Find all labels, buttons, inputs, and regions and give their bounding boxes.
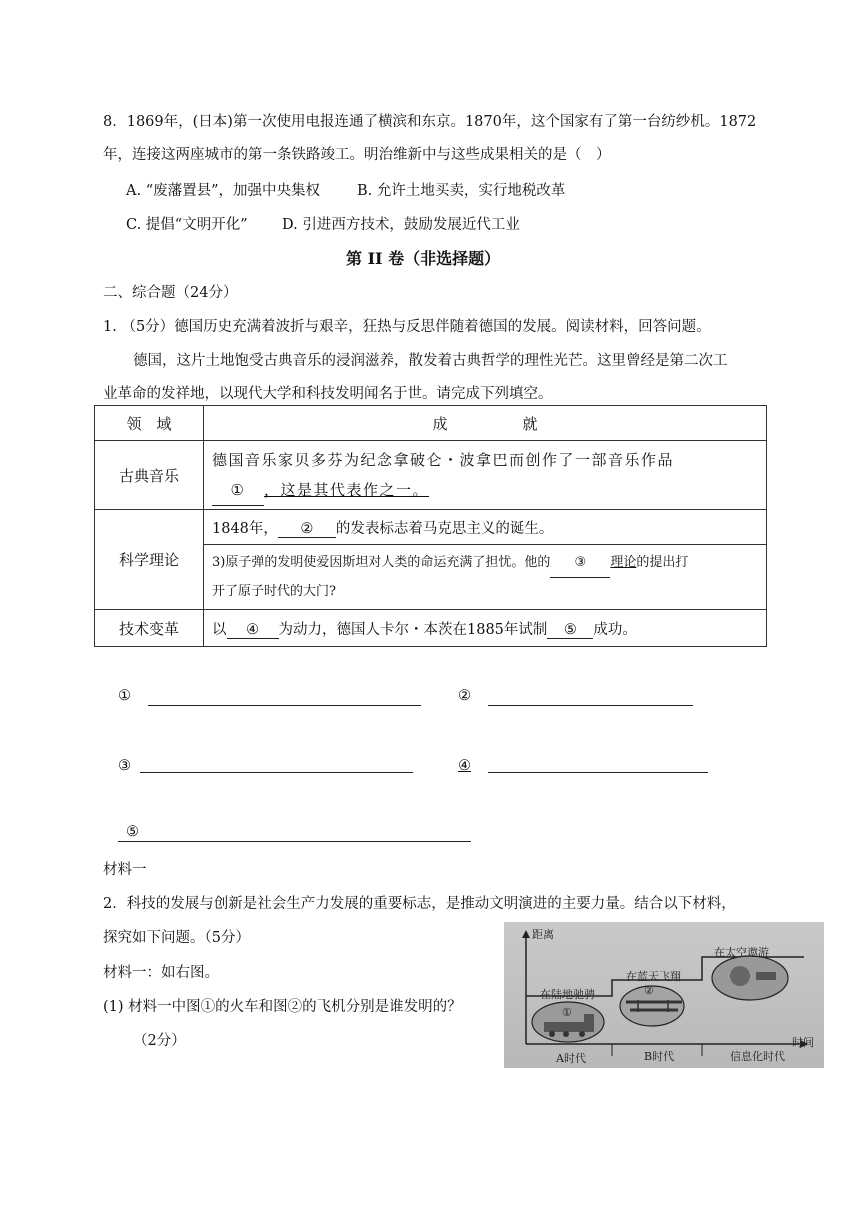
- x-axis-label: 时间: [792, 1036, 814, 1049]
- header-achievement: 成 就: [204, 406, 767, 441]
- answer-label-4: ④: [458, 758, 471, 774]
- tech-post: 成功。: [593, 621, 637, 638]
- mark-1-label: ①: [562, 1006, 572, 1019]
- header-domain: 领 域: [95, 406, 204, 441]
- science2-mid: 理论: [610, 554, 637, 570]
- answer-line-2[interactable]: [488, 705, 693, 706]
- answer-line-3[interactable]: [140, 772, 413, 773]
- science2-post: 的提出打: [636, 554, 689, 570]
- stage-2-label: 在蓝天飞翔: [626, 970, 681, 983]
- blank-3: ③: [550, 549, 610, 578]
- section-title: 第 II 卷（非选择题）: [346, 249, 501, 268]
- q1-intro-line1: 德国，这片土地饱受古典音乐的浸润滋养，散发着古典哲学的理性光芒。这里曾经是第二次工: [133, 353, 728, 369]
- era-b-label: B时代: [644, 1050, 675, 1063]
- q8-option-a: A. “废藩置县”，加强中央集权: [126, 183, 321, 199]
- tech-pre: 以: [212, 621, 227, 638]
- blank-2: ②: [278, 521, 336, 538]
- q8-stem-line2: 年，连接这两座城市的第一条铁路竣工。明治维新中与这些成果相关的是（ ）: [103, 147, 611, 163]
- music-text2: ，这是其代表作之一。: [264, 480, 430, 499]
- section-heading: 二、综合题（24分）: [103, 285, 238, 301]
- stage-1-label: 在陆地驰骋: [540, 988, 595, 1001]
- answer-label-2: ②: [458, 688, 471, 704]
- q8-option-d: D. 引进西方技术，鼓励发展近代工业: [282, 217, 520, 233]
- q8-option-b: B. 允许土地买卖，实行地税改革: [357, 183, 566, 199]
- answer-line-1[interactable]: [148, 705, 421, 706]
- answer-line-5[interactable]: [118, 841, 471, 842]
- q1-intro-line2: 业革命的发祥地，以现代大学和科技发明闻名于世。请完成下列填空。: [103, 386, 553, 402]
- row-tech: [204, 610, 767, 647]
- achievement-table: [94, 405, 767, 647]
- science2-pre: 3)原子弹的发明使爱因斯坦对人类的命运充满了担忧。他的: [212, 554, 551, 570]
- blank-1: ①: [212, 475, 264, 506]
- q1-stem: 1. （5分）德国历史充满着波折与艰辛，狂热与反思伴随着德国的发展。阅读材料，回答问题。: [103, 319, 711, 335]
- mark-2-label: ②: [644, 984, 654, 997]
- row-label-music: 古典音乐: [95, 441, 204, 510]
- answer-label-1: ①: [118, 688, 131, 704]
- q8-option-c: C. 提倡“文明开化”: [126, 217, 248, 233]
- answer-label-5: ⑤: [126, 824, 139, 840]
- q2-stem-line2: 探究如下问题。（5分）: [103, 930, 250, 946]
- row-music: [204, 441, 767, 510]
- tech-progress-figure: [504, 922, 824, 1068]
- q2-material: 材料一：如右图。: [103, 965, 219, 981]
- material-one-label: 材料一: [103, 862, 147, 878]
- q8-stem-line1: 8．1869年，(日本)第一次使用电报连通了横滨和东京。1870年，这个国家有了第一台纺纱机。1872: [103, 114, 757, 130]
- science-pre: 1848年，: [212, 520, 278, 537]
- row-label-tech: 技术变革: [95, 610, 204, 647]
- music-text: 德国音乐家贝多芬为纪念拿破仑・波拿巴而创作了一部音乐作品: [212, 450, 675, 469]
- science-post: 的发表标志着马克思主义的诞生。: [335, 520, 554, 537]
- row-label-science: 科学理论: [95, 510, 204, 610]
- tech-mid: 为动力，德国人卡尔・本茨在1885年试制: [278, 621, 548, 638]
- answer-line-4[interactable]: [488, 772, 708, 773]
- q2-sub1-points: （2分）: [133, 1033, 186, 1049]
- era-a-label: A时代: [556, 1052, 586, 1065]
- row-science-1: [204, 510, 767, 545]
- y-axis-label: 距离: [532, 928, 554, 941]
- row-science-2: [204, 545, 767, 610]
- blank-5: ⑤: [547, 622, 593, 639]
- answer-label-3: ③: [118, 758, 131, 774]
- science2-line2: 开了原子时代的大门?: [212, 583, 336, 599]
- era-c-label: 信息化时代: [730, 1050, 785, 1063]
- blank-4: ④: [227, 622, 279, 639]
- q2-stem-line1: 2．科技的发展与创新是社会生产力发展的重要标志，是推动文明演进的主要力量。结合以下材料，: [103, 896, 736, 912]
- stage-3-label: 在太空遨游: [714, 946, 769, 959]
- q2-sub1: (1) 材料一中图①的火车和图②的飞机分别是谁发明的？: [103, 999, 462, 1015]
